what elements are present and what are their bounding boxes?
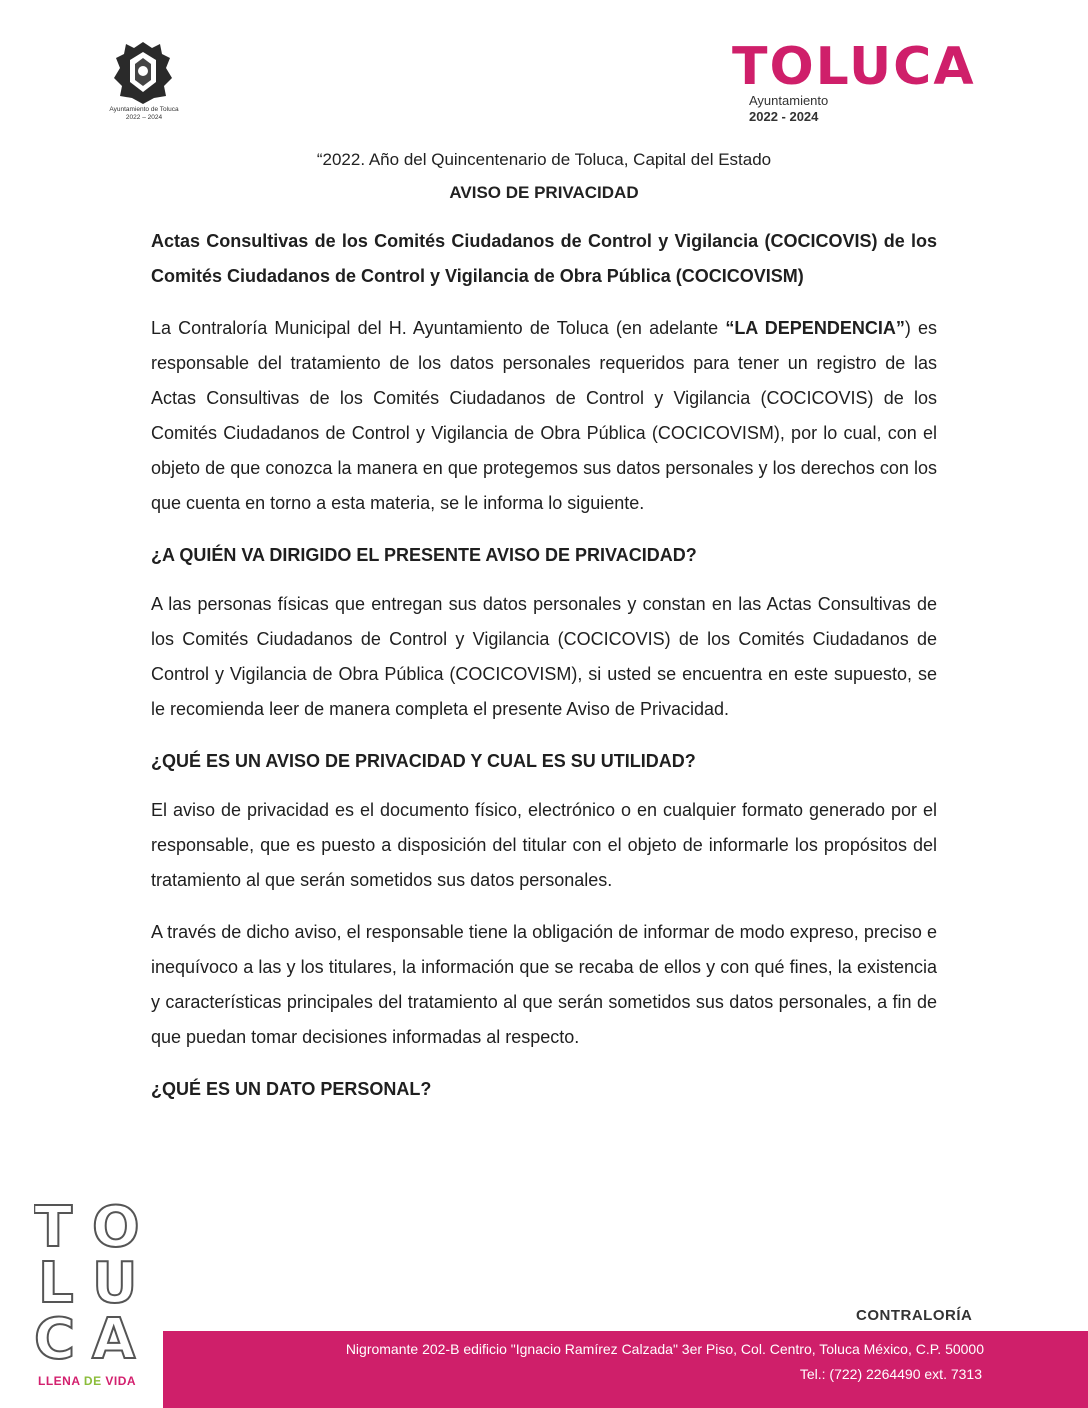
- emblem-caption-years: 2022 – 2024: [125, 114, 163, 121]
- document-title: AVISO DE PRIVACIDAD: [449, 183, 639, 202]
- vertical-logo-letter-u: U: [92, 1251, 138, 1316]
- section-heading-notice-purpose: ¿QUÉ ES UN AVISO DE PRIVACIDAD Y CUAL ES SU UTILIDAD?: [151, 751, 696, 771]
- vertical-logo-letter-o: O: [92, 1196, 140, 1260]
- vertical-logo-letter-c: C: [34, 1307, 76, 1364]
- document-body: [151, 224, 937, 1121]
- emblem-caption: [84, 106, 204, 122]
- intro-text-start: La Contraloría Municipal del H. Ayuntamiento de Toluca (en adelante: [151, 318, 726, 338]
- vertical-logo-letter-t: T: [34, 1196, 73, 1260]
- slogan: [38, 1374, 136, 1388]
- vertical-logo-letter-a: A: [92, 1307, 136, 1364]
- notice-obligation-paragraph: A través de dicho aviso, el responsable tiene la obligación de informar de modo expreso, preciso e inequívoco a las y los titulares, la información que se recaba de ellos y con qué fines, la existencia y características principales del tratamiento al que serán sometidos sus datos personales, a fin de que puedan tomar decisiones informadas al respecto.: [151, 922, 937, 1047]
- vertical-logo-letter-l: L: [38, 1251, 74, 1316]
- logo-wordmark-text: TOLUCA: [732, 38, 976, 92]
- intro-paragraph: [151, 311, 937, 521]
- audience-paragraph: A las personas físicas que entregan sus datos personales y constan en las Actas Consultivas de los Comités Ciudadanos de Control y Vigilancia (COCICOVIS) de los Comités Ciudadanos de Control y Vigilancia de Obra Pública (COCICOVISM), si usted se encuentra en este supuesto, se le recomienda leer de manera completa el presente Aviso de Privacidad.: [151, 594, 937, 719]
- notice-definition-paragraph: El aviso de privacidad es el documento físico, electrónico o en cualquier formato generado por el responsable, que es puesto a disposición del titular con el objeto de informarle los propósitos del tratamiento al que serán sometidos sus datos personales.: [151, 800, 937, 890]
- logo-years: 2022 - 2024: [749, 109, 819, 124]
- footer-address: Nigromante 202-B edificio "Ignacio Ramírez Calzada" 3er Piso, Col. Centro, Toluca México, C.P. 50000: [345, 1341, 984, 1357]
- slogan-word-3: VIDA: [105, 1374, 137, 1388]
- intro-text-end: ) es responsable del tratamiento de los datos personales requeridos para tener un registro de las Actas Consultivas de los Comités Ciudadanos de Control y Vigilancia (COCICOVIS) de los Comités Ciudadanos de Control y Vigilancia de Obra Pública (COCICOVISM), por lo cual, con el objeto de que conozca la manera en que protegemos sus datos personales y los derechos con los que cuenta en torno a esta materia, se le informa lo siguiente.: [151, 318, 937, 513]
- logo-subtitle: Ayuntamiento: [749, 93, 829, 108]
- slogan-word-1: LLENA: [38, 1374, 81, 1388]
- document-subject: Actas Consultivas de los Comités Ciudadanos de Control y Vigilancia (COCICOVIS) de los Comités Ciudadanos de Control y Vigilancia de Obra Pública (COCICOVISM): [151, 231, 937, 286]
- footer-department: CONTRALORÍA: [856, 1307, 973, 1324]
- toluca-logo: [732, 38, 988, 92]
- intro-dependency-term: “LA DEPENDENCIA”: [725, 318, 905, 338]
- header-motto: “2022. Año del Quincentenario de Toluca, Capital del Estado: [316, 150, 772, 169]
- footer-phone: Tel.: (722) 2264490 ext. 7313: [799, 1366, 982, 1382]
- section-heading-audience: ¿A QUIÉN VA DIRIGIDO EL PRESENTE AVISO DE PRIVACIDAD?: [151, 545, 697, 565]
- emblem-caption-name: Ayuntamiento de Toluca: [109, 106, 179, 113]
- slogan-word-2: DE: [83, 1374, 102, 1388]
- toluca-vertical-logo: [34, 1196, 154, 1364]
- section-heading-personal-data: ¿QUÉ ES UN DATO PERSONAL?: [151, 1079, 432, 1099]
